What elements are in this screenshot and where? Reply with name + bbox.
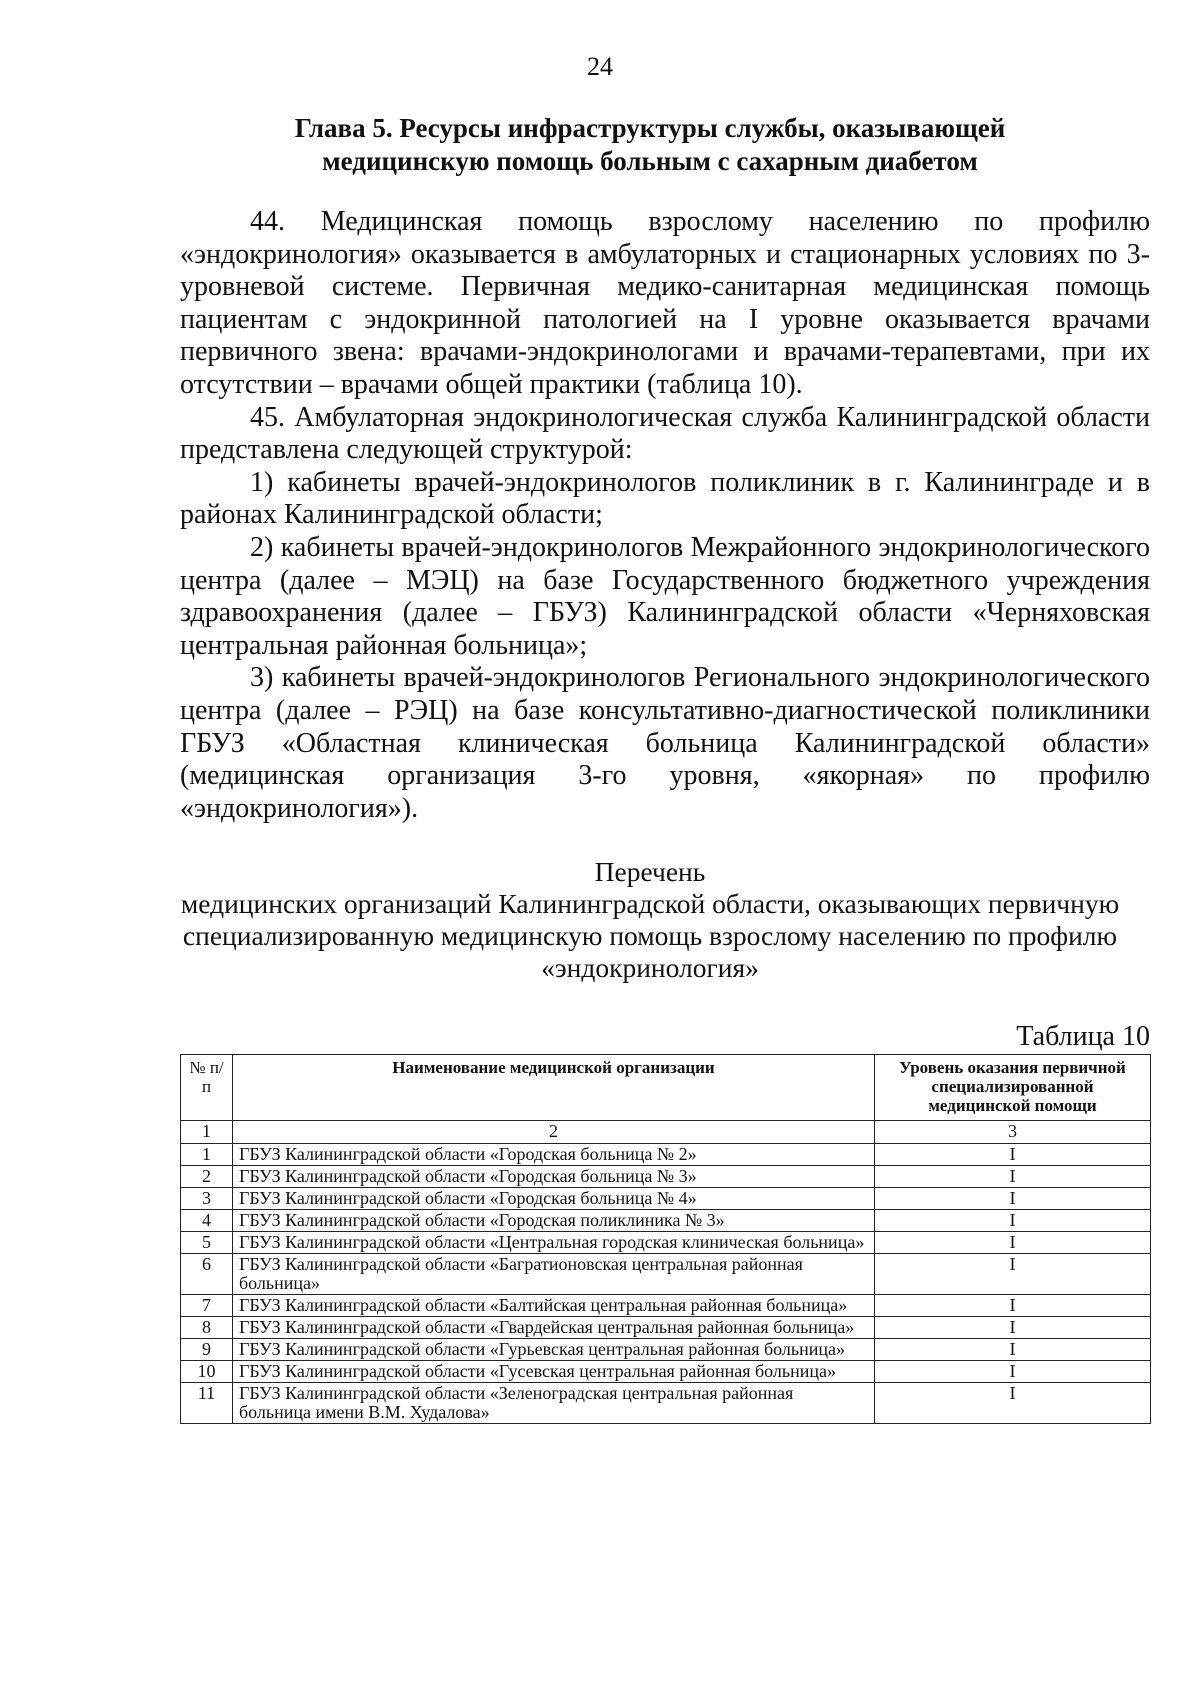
- cell-num: 11: [181, 1383, 233, 1424]
- cell-level: I: [875, 1295, 1151, 1317]
- cell-level: I: [875, 1210, 1151, 1232]
- list-item-2: 2) кабинеты врачей-эндокринологов Межрайонного эндокринологического центра (далее – МЭЦ) на базе Государственного бюджетного учреждения здравоохранения (далее – ГБУЗ) Калининградской области «Черняховская центральная районная больница»;: [180, 531, 1150, 661]
- table-row: [181, 1232, 1151, 1254]
- cell-name: ГБУЗ Калининградской области «Багратионовская центральная районная больница»: [233, 1254, 875, 1295]
- table-row: [181, 1317, 1151, 1339]
- cell-num: 3: [181, 1188, 233, 1210]
- table-row: [181, 1144, 1151, 1166]
- table-row: [181, 1254, 1151, 1295]
- cell-level: I: [875, 1232, 1151, 1254]
- header-num: № п/п: [181, 1055, 233, 1121]
- cell-num: 5: [181, 1232, 233, 1254]
- table-row: [181, 1383, 1151, 1424]
- table-row: [181, 1295, 1151, 1317]
- cell-level: I: [875, 1361, 1151, 1383]
- list-title-line-4: «эндокринология»: [541, 952, 759, 983]
- cell-name: ГБУЗ Калининградской области «Зеленоградская центральная районная больница имени В.М. Худалова»: [233, 1383, 875, 1424]
- cell-num: 1: [181, 1144, 233, 1166]
- header-level: Уровень оказания первичной специализированной медицинской помощи: [875, 1055, 1151, 1121]
- column-number: 3: [875, 1121, 1151, 1144]
- column-number-row: [181, 1121, 1151, 1144]
- chapter-title: [150, 112, 1150, 178]
- paragraph-45: 45. Амбулаторная эндокринологическая служба Калининградской области представлена следующей структурой:: [180, 401, 1150, 466]
- cell-num: 8: [181, 1317, 233, 1339]
- list-title-line-3: специализированную медицинскую помощь взрослому населению по профилю: [182, 920, 1118, 951]
- chapter-title-line-2: медицинскую помощь больным с сахарным диабетом: [322, 146, 978, 176]
- cell-num: 2: [181, 1166, 233, 1188]
- cell-name: ГБУЗ Калининградской области «Городская больница № 3»: [233, 1166, 875, 1188]
- list-title-line-2: медицинских организаций Калининградской области, оказывающих первичную: [180, 888, 1120, 919]
- organizations-table: [180, 1054, 1151, 1424]
- list-title-line-1: Перечень: [594, 856, 706, 887]
- cell-num: 9: [181, 1339, 233, 1361]
- page-number: 24: [587, 52, 613, 81]
- cell-num: 7: [181, 1295, 233, 1317]
- cell-level: I: [875, 1317, 1151, 1339]
- cell-name: ГБУЗ Калининградской области «Гвардейская центральная районная больница»: [233, 1317, 875, 1339]
- list-title: [150, 856, 1150, 984]
- cell-name: ГБУЗ Калининградской области «Балтийская центральная районная больница»: [233, 1295, 875, 1317]
- cell-level: I: [875, 1383, 1151, 1424]
- list-item-3: 3) кабинеты врачей-эндокринологов Регионального эндокринологического центра (далее – РЭЦ) на базе консультативно-диагностической поликлиники ГБУЗ «Областная клиническая больница Калининградской области» (медицинская организация 3-го уровня, «якорная» по профилю «эндокринология»).: [180, 662, 1150, 824]
- header-name: Наименование медицинской организации: [233, 1055, 875, 1121]
- cell-num: 6: [181, 1254, 233, 1295]
- table-row: [181, 1188, 1151, 1210]
- cell-level: I: [875, 1254, 1151, 1295]
- cell-name: ГБУЗ Калининградской области «Городская больница № 4»: [233, 1188, 875, 1210]
- table-body: [181, 1121, 1151, 1424]
- column-number: 1: [181, 1121, 233, 1144]
- cell-name: ГБУЗ Калининградской области «Гусевская центральная районная больница»: [233, 1361, 875, 1383]
- chapter-title-line-1: Глава 5. Ресурсы инфраструктуры службы, оказывающей: [294, 113, 1006, 143]
- cell-name: ГБУЗ Калининградской области «Центральная городская клиническая больница»: [233, 1232, 875, 1254]
- cell-num: 10: [181, 1361, 233, 1383]
- list-item-1: 1) кабинеты врачей-эндокринологов поликлиник в г. Калининграде и в районах Калининградской области;: [180, 466, 1150, 531]
- cell-level: I: [875, 1144, 1151, 1166]
- body-text: [180, 206, 1150, 825]
- cell-level: I: [875, 1339, 1151, 1361]
- table-row: [181, 1210, 1151, 1232]
- table-row: [181, 1166, 1151, 1188]
- cell-name: ГБУЗ Калининградской области «Гурьевская центральная районная больница»: [233, 1339, 875, 1361]
- cell-name: ГБУЗ Калининградской области «Городская больница № 2»: [233, 1144, 875, 1166]
- table-row: [181, 1361, 1151, 1383]
- cell-name: ГБУЗ Калининградской области «Городская поликлиника № 3»: [233, 1210, 875, 1232]
- cell-level: I: [875, 1188, 1151, 1210]
- cell-level: I: [875, 1166, 1151, 1188]
- paragraph-44: 44. Медицинская помощь взрослому населению по профилю «эндокринология» оказывается в амбулаторных и стационарных условиях по 3-уровневой системе. Первичная медико-санитарная медицинская помощь пациентам с эндокринной патологией на I уровне оказывается врачами первичного звена: врачами-эндокринологами и врачами-терапевтами, при их отсутствии – врачами общей практики (таблица 10).: [180, 206, 1150, 400]
- cell-num: 4: [181, 1210, 233, 1232]
- table-row: [181, 1339, 1151, 1361]
- table-caption: Таблица 10: [1016, 1021, 1150, 1052]
- column-number: 2: [233, 1121, 875, 1144]
